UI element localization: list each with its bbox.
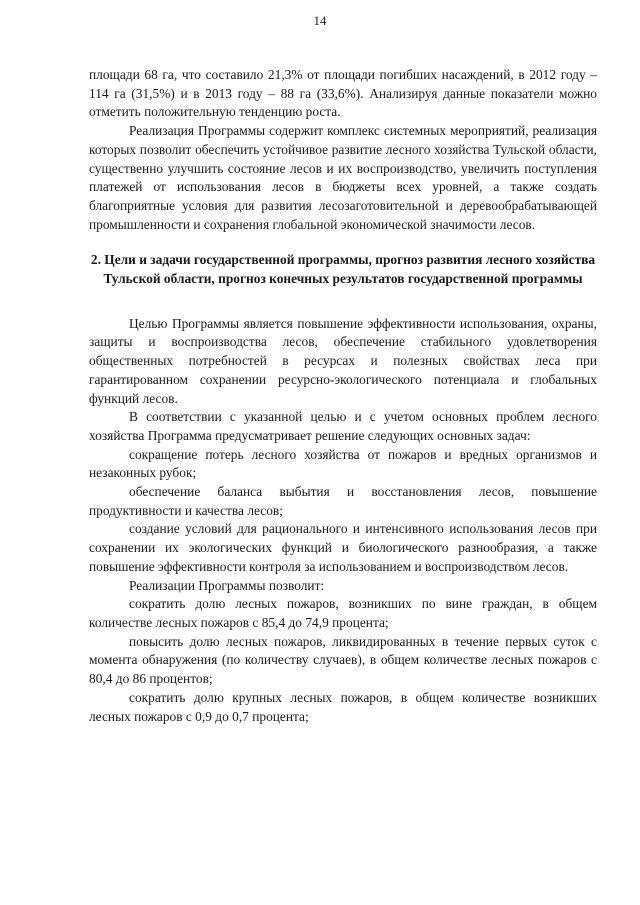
result-item-1: сократить долю лесных пожаров, возникших по вине граждан, в общем количестве лесных пожаров с 85,4 до 74,9 процента;: [89, 596, 597, 630]
result-item-3: сократить долю крупных лесных пожаров, в общем количестве возникших лесных пожаров с 0,9 до 0,7 процента;: [89, 689, 597, 724]
paragraph-intro-1: площади 68 га, что составило 21,3% от площади погибших насаждений, в 2012 году – 114 га (31,5%) и в 2013 году – 88 га (33,6%). Анализируя данные показатели можно отметить положительную тенденцию роста.: [89, 67, 597, 120]
document-body: [89, 66, 597, 726]
paragraph-intro-2: Реализация Программы содержит комплекс системных мероприятий, реализация которых позволит обеспечить устойчивое развитие лесного хозяйства Тульской области, существенно улучшить состояние лесов и их воспроизводство, увеличить поступления платежей от использования лесов в бюджеты всех уровней, а также создать благоприятные условия для развития лесозаготовительной и деревообрабатывающей промышленности и сохранения глобальной экономической значимости лесов.: [89, 123, 597, 232]
paragraph-tasks-intro: В соответствии с указанной целью и с учетом основных проблем лесного хозяйства Программа предусматривает решение следующих основных задач:: [89, 409, 597, 443]
task-item-1: сокращение потерь лесного хозяйства от пожаров и вредных организмов и незаконных рубок;: [89, 446, 597, 481]
result-item-2: повысить долю лесных пожаров, ликвидированных в течение первых суток с момента обнаружения (по количеству случаев), в общем количестве лесных пожаров с 80,4 до 86 процентов;: [89, 633, 597, 687]
section-heading: 2. Цели и задачи государственной программы, прогноз развития лесного хозяйства Тульской области, прогноз конечных результатов государственной программы: [90, 252, 596, 287]
paragraph-goal: Целью Программы является повышение эффективности использования, охраны, защиты и воспроизводства лесов, обеспечение стабильного удовлетворения общественных потребностей в ресурсах и полезных свойствах леса при гарантированном сохранении ресурсно-экологического потенциала и глобальных функций лесов.: [89, 315, 597, 406]
paragraph-results-intro: Реализации Программы позволит:: [129, 577, 325, 593]
task-item-3: создание условий для рационального и интенсивного использования лесов при сохранении их экологических функций и биологического разнообразия, а также повышение эффективности контроля за использованием и воспроизводством лесов.: [89, 521, 597, 574]
task-item-2: обеспечение баланса выбытия и восстановления лесов, повышение продуктивности и качества лесов;: [89, 484, 597, 518]
page-number: 14: [313, 13, 327, 28]
